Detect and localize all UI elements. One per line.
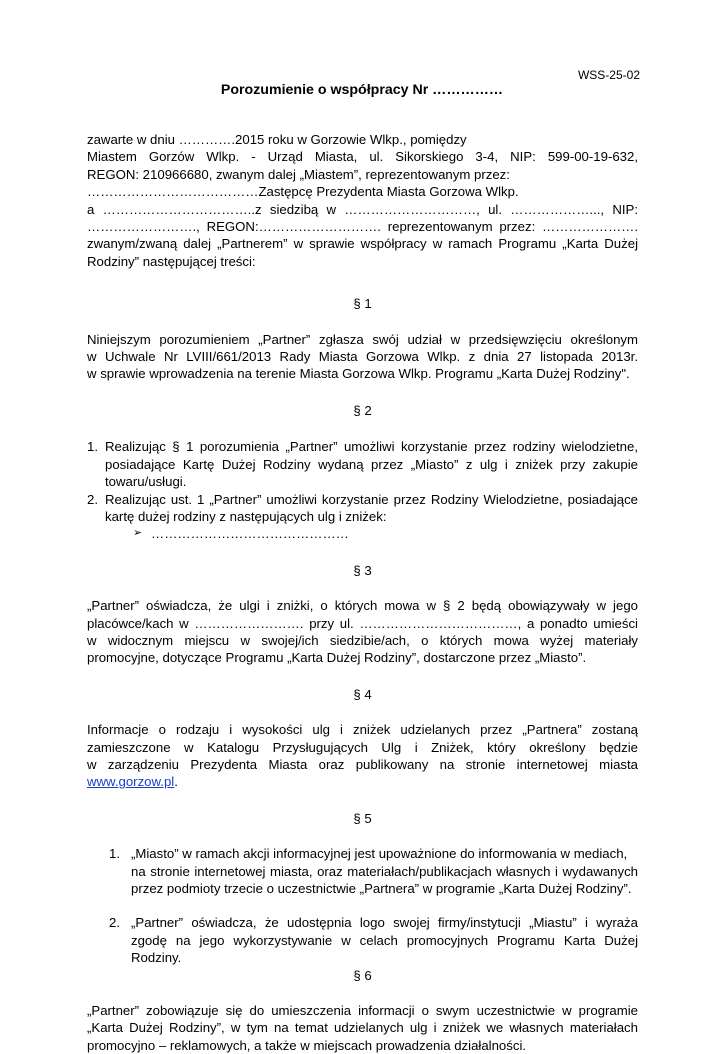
section-5-list [87, 845, 638, 966]
section-1-text [87, 331, 638, 383]
section-heading-3: § 3 [353, 562, 372, 578]
section-heading-2: § 2 [353, 402, 372, 418]
bullet-item [87, 525, 638, 542]
intro-line: Rodziny” następującej treści: [87, 253, 256, 269]
section-heading-1: § 1 [353, 296, 372, 312]
paragraph-line: zamieszczone w Katalogu Przysługujących Ulg i Zniżek, który określony będzie [87, 739, 638, 755]
document-reference: WSS-25-02 [577, 68, 640, 82]
list-item-line: „Partner” oświadcza, że udostępnia logo swojej firmy/instytucji „Miastu” i wyraża [131, 915, 638, 931]
list-item-line: „Miasto” w ramach akcji informacyjnej jest upoważnione do informowania w mediach, [131, 846, 628, 862]
paragraph-line: Niniejszym porozumieniem „Partner” zgłasza swój udział w przedsięwzięciu określonym [87, 331, 638, 347]
paragraph-line: w Uchwale Nr LVIII/661/2013 Rady Miasta Gorzowa Wlkp. z dnia 27 listopada 2013r. [87, 349, 638, 365]
paragraph-line: Informacje o rodzaju i wysokości ulg i zniżek udzielanych przez „Partnera” zostaną [87, 722, 638, 738]
link-tail: . [174, 774, 178, 790]
arrow-bullet-icon: ➢ [133, 527, 143, 540]
intro-line: ……………………., REGON:………………………. reprezentowanym przez: …………………. [87, 219, 638, 235]
list-item-line: na stronie internetowej miasta, oraz materiałach/publikacjach własnych i wydawanych [131, 863, 638, 879]
intro-line: a ……………………………..z siedzibą w …………………………, ul. ………………..., NIP: [87, 201, 638, 217]
paragraph-line: „Partner” zobowiązuje się do umieszczenia informacji o swym uczestnictwie w programie [87, 1003, 638, 1019]
intro-line: REGON: 210966680, zwanym dalej „Miastem”, reprezentowanym przez: [87, 166, 510, 182]
paragraph-line: placówce/kach w ……………………. przy ul. ………………………………, a ponadto umieści [87, 615, 638, 631]
section-heading-5: § 5 [353, 810, 372, 826]
list-item-number: 2. [87, 491, 98, 507]
paragraph-line: „Partner” oświadcza, że ulgi i zniżki, o których mowa w § 2 będą obowiązywały w jego [87, 598, 638, 614]
paragraph-line: w widocznym miejscu w swojej/ich siedzibie/ach, o których mowa wyżej materiały [87, 632, 638, 648]
list-item-line: Rodziny. [131, 950, 182, 966]
intro-block [87, 131, 638, 270]
list-item [109, 914, 638, 966]
list-item-line: posiadające Kartę Dużej Rodziny wydaną przez „Miasto” z ulg i zniżek przy zakupie [105, 456, 638, 472]
website-link[interactable]: www.gorzow.pl [87, 774, 175, 790]
section-heading-4: § 4 [353, 686, 372, 702]
intro-line: zawarte w dniu ………….2015 roku w Gorzowie Wlkp., pomiędzy [87, 132, 467, 147]
section-2-list [87, 438, 638, 542]
paragraph-line: „Karta Dużej Rodziny”, w tym na temat udzielanych ulg i zniżek we własnych materiałach [87, 1020, 638, 1036]
document-body [87, 131, 638, 1054]
paragraph-line: promocyjno – reklamowych, a także w miejscach prowadzenia działalności. [87, 1037, 527, 1053]
intro-line: …………………………………Zastępcę Prezydenta Miasta Gorzowa Wlkp. [87, 184, 519, 200]
paragraph-line: promocyjne, dotyczące Programu „Karta Dużej Rodziny”, dostarczone przez „Miasto”. [87, 650, 587, 666]
paragraph-line [87, 773, 638, 790]
list-item-number: 1. [87, 439, 98, 455]
list-item-line: kartę dużej rodziny z następujących ulg i zniżek: [105, 508, 387, 524]
list-item-number: 1. [109, 846, 120, 862]
list-item [109, 845, 638, 897]
list-item-number: 2. [109, 915, 120, 931]
list-item-line: przez podmioty trzecie o uczestnictwie „Partnera” w programie „Karta Dużej Rodziny”. [131, 881, 632, 896]
list-item-line: Realizując § 1 porozumienia „Partner” umożliwi korzystanie przez rodziny wielodzietne, [105, 439, 638, 455]
section-heading-6: § 6 [353, 967, 372, 983]
paragraph-line: w zarządzeniu Prezydenta Miasta oraz publikowany na stronie internetowej miasta [87, 756, 638, 772]
section-3-text [87, 597, 638, 667]
list-item [87, 438, 638, 490]
document-title: Porozumienie o współpracy Nr …………… [220, 82, 504, 98]
intro-line: zwanym/zwaną dalej „Partnerem” w sprawie współpracy w ramach Programu „Karta Dużej [87, 236, 638, 252]
paragraph-line: w sprawie wprowadzenia na terenie Miasta Gorzowa Wlkp. Programu „Karta Dużej Rodziny". [87, 366, 630, 382]
bullet-placeholder: ……………………………………… [151, 526, 349, 542]
list-item-line: towaru/usługi. [105, 474, 187, 490]
list-item [87, 491, 638, 543]
list-item-line: Realizując ust. 1 „Partner” umożliwi korzystanie przez Rodziny Wielodzietne, posiadające [105, 491, 638, 507]
intro-line: Miastem Gorzów Wlkp. - Urząd Miasta, ul. Sikorskiego 3-4, NIP: 599-00-19-632, [87, 149, 638, 165]
section-6-text [87, 1002, 638, 1054]
section-4-text [87, 721, 638, 791]
list-item-line: zgodę na jego wykorzystywanie w celach promocyjnych Programu Karta Dużej [131, 932, 638, 948]
